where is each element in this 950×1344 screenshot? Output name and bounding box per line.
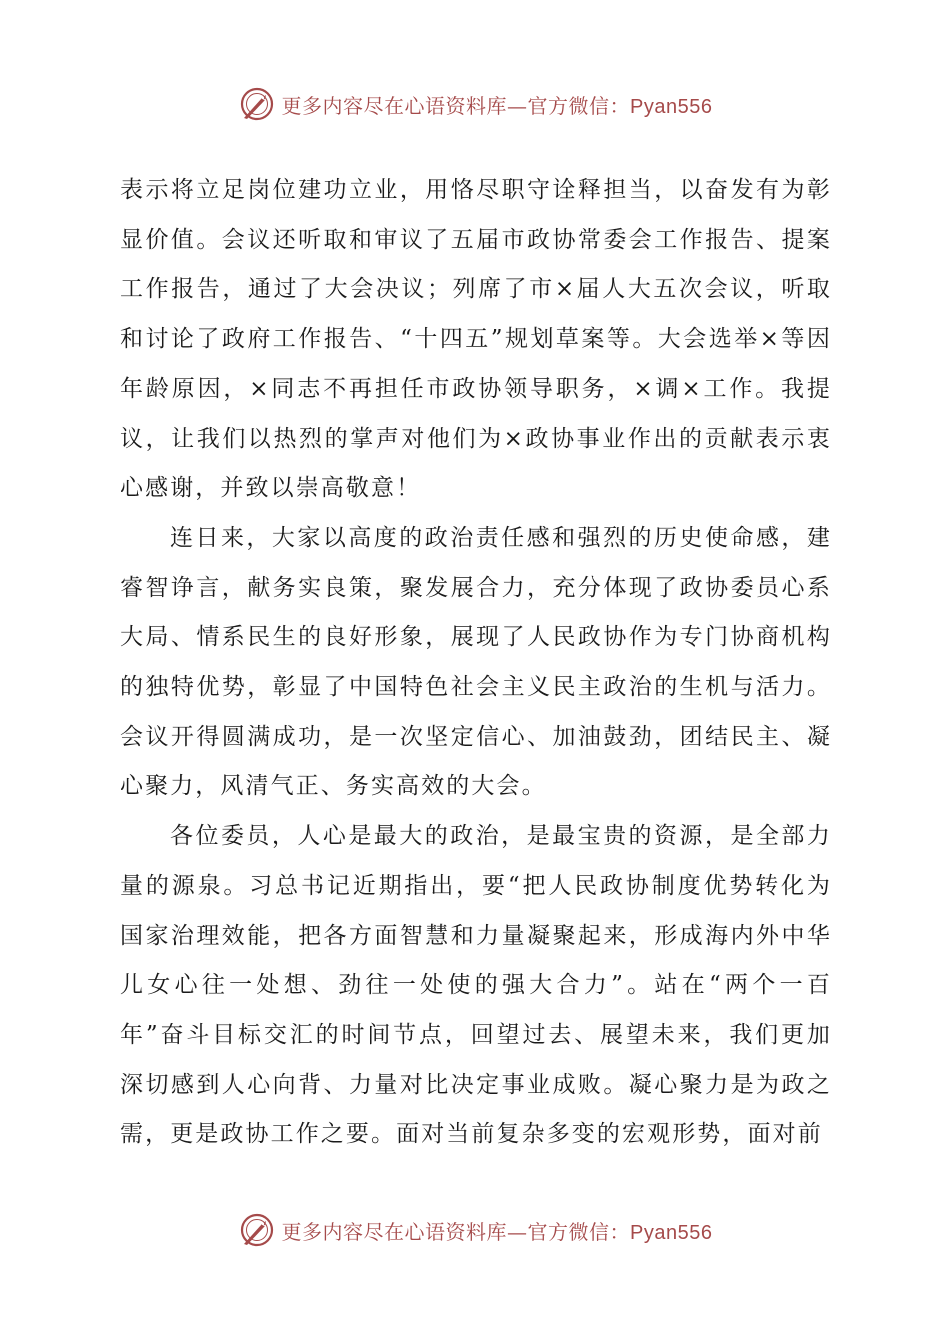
header-banner-wechat-id: Pyan556 [630,95,713,118]
header-banner [0,82,950,126]
pen-nib-circle-icon [238,1211,276,1249]
footer-banner-wechat-id: Pyan556 [630,1221,713,1244]
header-banner-label: 更多内容尽在心语资料库—官方微信： [281,93,631,118]
paragraph-3: 各位委员，人心是最大的政治，是最宝贵的资源，是全部力量的源泉。习总书记近期指出，要“把人民政协制度优势转化为国家治理效能，把各方面智慧和力量凝聚起来，形成海内外中华儿女心往一处想、劲往一处使的强大合力”。站在“两个一百年”奋斗目标交汇的时间节点，回望过去、展望未来，我们更加深切感到人心向背、力量对比决定事业成败。凝心聚力是为政之需，更是政协工作之要。面对当前复杂多变的宏观形势，面对前 [120,823,832,1148]
header-banner-text [282,90,713,119]
paragraph-1: 表示将立足岗位建功立业，用恪尽职守诠释担当，以奋发有为彰显价值。会议还听取和审议了五届市政协常委会工作报告、提案工作报告，通过了大会决议；列席了市×届人大五次会议，听取和讨论了政府工作报告、“十四五”规划草案等。大会选举×等因年龄原因，×同志不再担任市政协领导职务，×调×工作。我提议，让我们以热烈的掌声对他们为×政协事业作出的贡献表示衷心感谢，并致以崇高敬意！ [120,177,832,502]
footer-banner-label: 更多内容尽在心语资料库—官方微信： [281,1219,631,1244]
footer-banner-text [282,1216,713,1245]
document-body [120,166,832,1160]
pen-nib-circle-icon [238,85,276,123]
footer-banner [0,1208,950,1252]
paragraph-2: 连日来，大家以高度的政治责任感和强烈的历史使命感，建睿智诤言，献务实良策，聚发展合力，充分体现了政协委员心系大局、情系民生的良好形象，展现了人民政协作为专门协商机构的独特优势，彰显了中国特色社会主义民主政治的生机与活力。会议开得圆满成功，是一次坚定信心、加油鼓劲，团结民主、凝心聚力，风清气正、务实高效的大会。 [120,524,832,800]
